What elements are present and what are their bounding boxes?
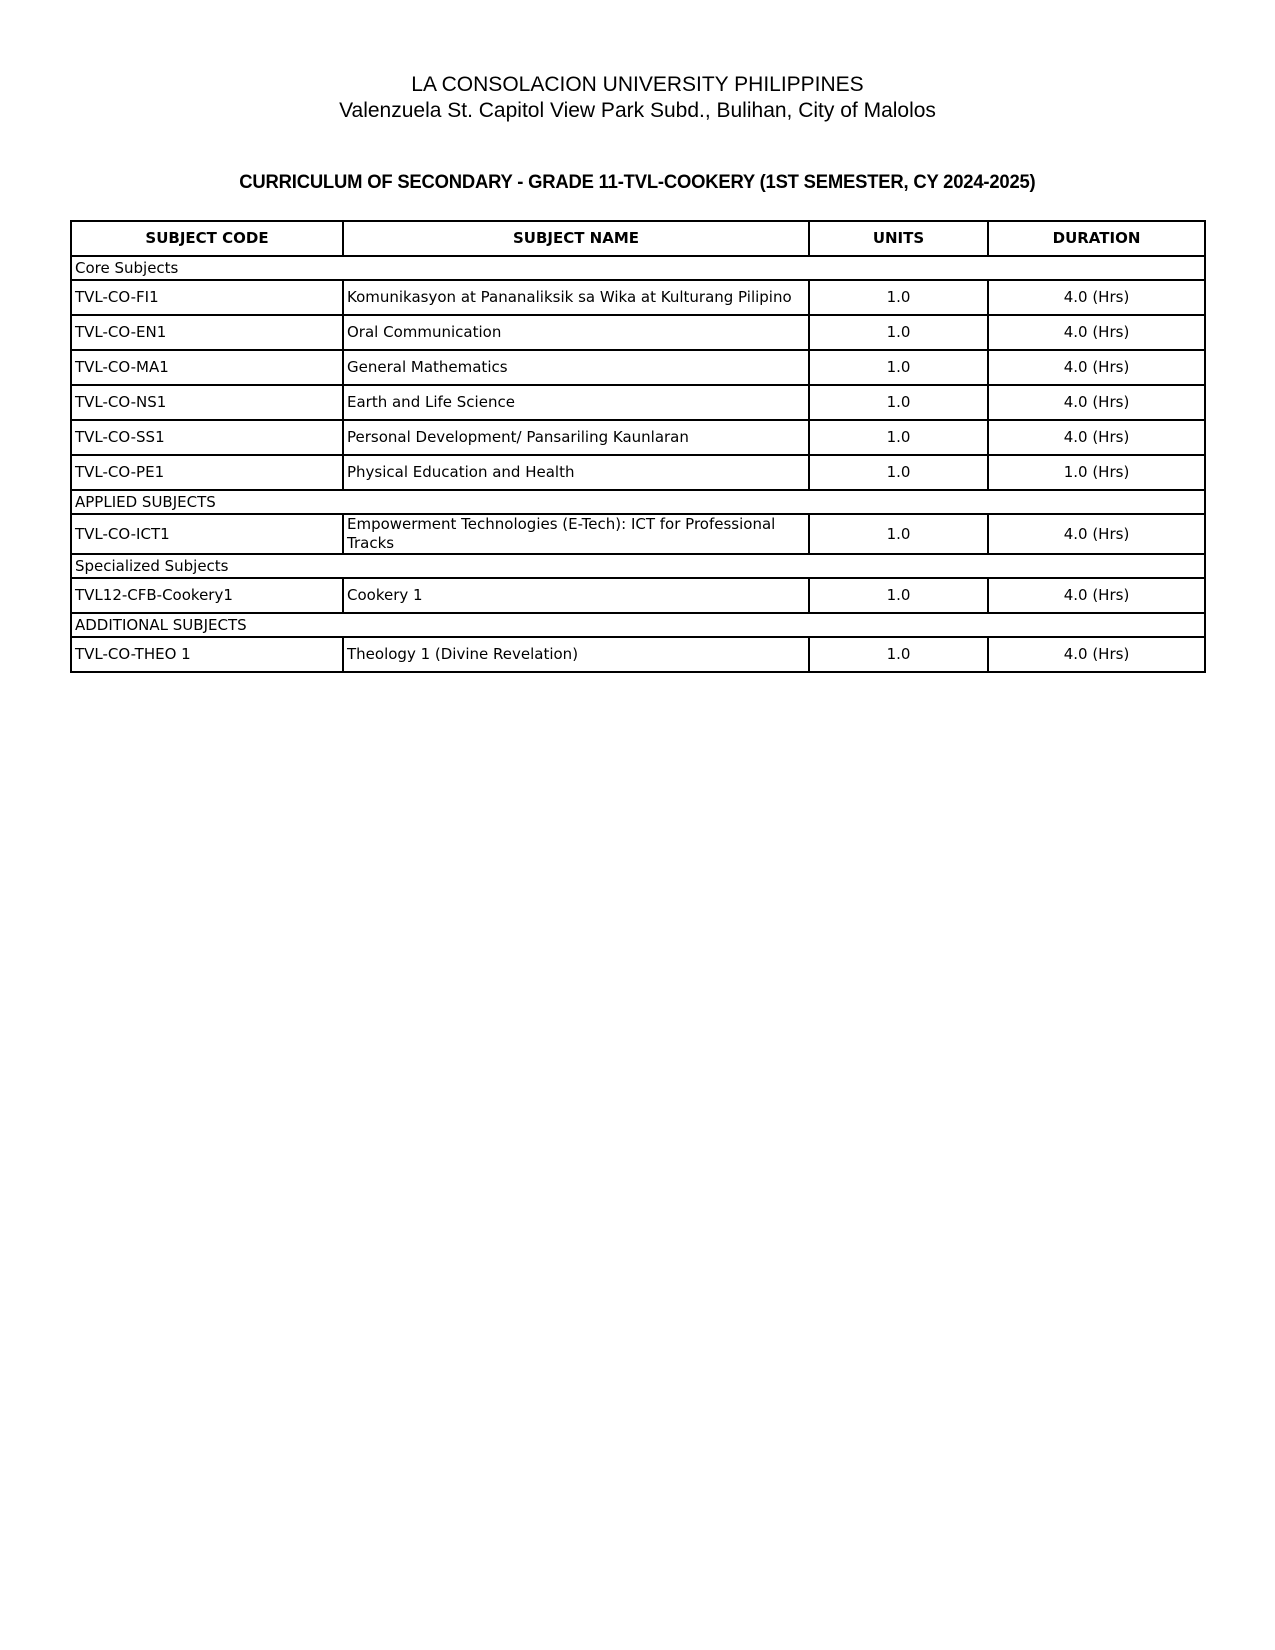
subject-name-cell: Theology 1 (Divine Revelation) [343,637,809,672]
section-label: Specialized Subjects [71,554,1205,578]
units-cell: 1.0 [809,280,988,315]
section-row-core-subjects [71,256,1205,280]
curriculum-title: CURRICULUM OF SECONDARY - GRADE 11-TVL-COOKERY (1ST SEMESTER, CY 2024-2025) [239,172,1036,193]
column-header-subject-name: SUBJECT NAME [343,221,809,256]
units-cell: 1.0 [809,637,988,672]
section-row-additional-subjects [71,613,1205,637]
subject-name-cell: Physical Education and Health [343,455,809,490]
table-header-row [71,221,1205,256]
subject-name-cell: Komunikasyon at Pananaliksik sa Wika at Kulturang Pilipino [343,280,809,315]
subject-name-cell: Oral Communication [343,315,809,350]
duration-cell: 4.0 (Hrs) [988,420,1205,455]
subject-code-cell: TVL-CO-NS1 [71,385,343,420]
column-header-units: UNITS [809,221,988,256]
subject-code-cell: TVL-CO-EN1 [71,315,343,350]
table-row [71,455,1205,490]
university-name: LA CONSOLACION UNIVERSITY PHILIPPINES [411,73,864,96]
table-row [71,280,1205,315]
section-row-applied-subjects [71,490,1205,514]
subject-name-cell: Empowerment Technologies (E-Tech): ICT for Professional Tracks [343,514,809,554]
subject-code-cell: TVL12-CFB-Cookery1 [71,578,343,613]
units-cell: 1.0 [809,420,988,455]
university-address: Valenzuela St. Capitol View Park Subd., Bulihan, City of Malolos [339,99,936,122]
duration-cell: 4.0 (Hrs) [988,637,1205,672]
table-row [71,315,1205,350]
section-row-specialized-subjects [71,554,1205,578]
subject-code-cell: TVL-CO-FI1 [71,280,343,315]
section-label: APPLIED SUBJECTS [71,490,1205,514]
column-header-duration: DURATION [988,221,1205,256]
table-row [71,420,1205,455]
subject-name-cell: General Mathematics [343,350,809,385]
subject-name-cell: Earth and Life Science [343,385,809,420]
subject-code-cell: TVL-CO-MA1 [71,350,343,385]
duration-cell: 4.0 (Hrs) [988,280,1205,315]
units-cell: 1.0 [809,455,988,490]
units-cell: 1.0 [809,350,988,385]
column-header-subject-code: SUBJECT CODE [71,221,343,256]
table-row [71,637,1205,672]
subject-code-cell: TVL-CO-PE1 [71,455,343,490]
duration-cell: 4.0 (Hrs) [988,578,1205,613]
duration-cell: 4.0 (Hrs) [988,514,1205,554]
units-cell: 1.0 [809,514,988,554]
curriculum-table [70,220,1206,673]
units-cell: 1.0 [809,385,988,420]
section-label: Core Subjects [71,256,1205,280]
curriculum-title-wrap [0,172,1275,194]
duration-cell: 4.0 (Hrs) [988,350,1205,385]
table-row [71,385,1205,420]
duration-cell: 4.0 (Hrs) [988,385,1205,420]
units-cell: 1.0 [809,578,988,613]
document-header [0,0,1275,124]
table-row [71,514,1205,554]
subject-name-cell: Cookery 1 [343,578,809,613]
subject-code-cell: TVL-CO-ICT1 [71,514,343,554]
units-cell: 1.0 [809,315,988,350]
table-row [71,578,1205,613]
duration-cell: 4.0 (Hrs) [988,315,1205,350]
duration-cell: 1.0 (Hrs) [988,455,1205,490]
subject-name-cell: Personal Development/ Pansariling Kaunlaran [343,420,809,455]
table-row [71,350,1205,385]
subject-code-cell: TVL-CO-THEO 1 [71,637,343,672]
subject-code-cell: TVL-CO-SS1 [71,420,343,455]
section-label: ADDITIONAL SUBJECTS [71,613,1205,637]
